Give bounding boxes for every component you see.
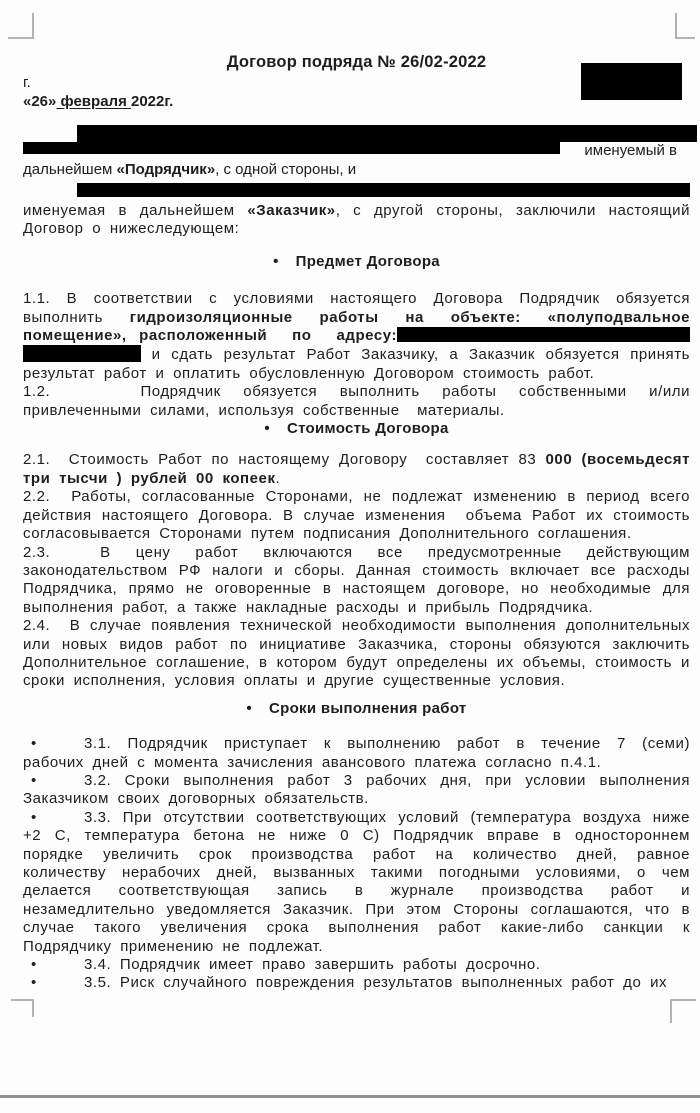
customer-pre-text: именуемая в дальнейшем <box>23 202 248 220</box>
clause-2-1-tail: . <box>275 469 281 487</box>
section-cost-heading <box>23 420 690 438</box>
customer-post-text: , с другой стороны, заключили настоящий Договор о нижеследующем: <box>23 202 690 238</box>
contractor-suffix-text: именуемый в <box>584 142 677 160</box>
list-item-3-4 <box>23 956 690 974</box>
clause-2-1-lead: 2.1. Стоимость Работ по настоящему Договору составляет 83 <box>23 451 546 469</box>
clause-1-1-object: гидроизоляционные работы на объекте: «полуподвальное помещение», расположенный по адресу: <box>23 308 691 345</box>
city-line: г. <box>23 74 31 92</box>
clause-1-1-intro: 1.1. В соответствии с условиями настоящего Договора Подрядчик обязуется выполнить <box>23 290 690 326</box>
contractor-line-redacted <box>23 142 690 160</box>
redaction-bar-customer-name <box>77 183 690 197</box>
section-terms-heading <box>23 700 690 718</box>
section-subject <box>23 253 690 420</box>
list-bullet: • <box>31 735 37 753</box>
document-title: Договор подряда № 26/02-2022 <box>226 53 487 71</box>
section-subject-heading-text: Предмет Договора <box>295 252 440 270</box>
date-year: 2022г. <box>131 92 174 110</box>
contractor-post-text: , с одной стороны, и <box>215 160 357 178</box>
contractor-pre-text: дальнейшем <box>23 160 117 178</box>
list-item-3-3 <box>23 809 690 956</box>
redaction-bar-contractor-name-1 <box>77 125 697 142</box>
section-terms-heading-text: Сроки выполнения работ <box>268 699 467 717</box>
section-cost-heading-text: Стоимость Договора <box>286 420 449 438</box>
clause-2-4: 2.4. В случае появления технической необходимости выполнения дополнительных или новых видов работ по инициативе Заказчика, стороны обязуются заключить Дополнительное соглашение, в котором будут определены их объемы, стоимость и сроки исполнения, условия оплаты и другие существенные условия. <box>23 617 690 690</box>
clause-2-3: 2.3. В цену работ включаются все предусмотренные действующим законодательством РФ налоги и сборы. Данная стоимость включает все расходы Подрядчика, прямо не оговоренные в настоящем договоре, но необходимые для выполнения работ, а также накладные расходы и прибыль Подрядчика. <box>23 543 690 616</box>
list-item-3-3-text: 3.3. При отсутствии соответствующих условий (температура воздуха ниже +2 С, температура бетона не ниже 0 С) Подрядчик вправе в одностороннем порядке увеличить срок производства работ на количество дней, равное количеству нерабочих дней, вызванных такими погодными условиями, о чем делается соответствующая запись в журнале производства работ и незамедлительно уведомляется Заказчик. При этом Стороны соглашаются, что в случае такого увеличения срока выполнения работ какие-либо санкции к Подрядчику применению не подлежат. <box>23 808 690 955</box>
heading-bullet: • <box>264 420 270 438</box>
clause-1-1-tail: и сдать результат Работ Заказчику, а Заказчик обязуется принять результат работ и оплатить обусловленную Договором стоимость работ. <box>23 346 690 382</box>
heading-bullet: • <box>246 699 252 717</box>
clause-1-2: 1.2. Подрядчик обязуется выполнить работы собственными и/или привлеченными силами, используя собственные материалы. <box>23 383 690 419</box>
list-item-3-5-text: 3.5. Риск случайного повреждения результатов выполненных работ до их <box>84 974 668 992</box>
list-bullet: • <box>31 771 37 789</box>
list-item-3-2-text: 3.2. Сроки выполнения работ 3 рабочих дня, при условии выполнения Заказчиком своих договорных обязательств. <box>23 771 690 808</box>
parties-block <box>23 125 690 239</box>
section-terms <box>23 700 690 993</box>
customer-name-text: «Заказчик» <box>247 202 336 220</box>
date-line <box>23 93 690 111</box>
date-month: февраля <box>56 92 131 110</box>
page-bottom-divider <box>0 1095 700 1098</box>
heading-bullet: • <box>273 252 279 270</box>
corner-mark-bottom-right <box>670 999 696 1023</box>
contractor-name-text: «Подрядчик» <box>116 160 216 178</box>
cost-clauses <box>23 451 690 690</box>
list-item-3-5 <box>23 974 690 992</box>
redaction-bar-contractor-name-2 <box>23 142 560 154</box>
contractor-line <box>23 161 690 179</box>
list-item-3-2 <box>23 772 690 809</box>
clause-2-1 <box>23 451 690 488</box>
corner-mark-bottom-left <box>11 999 34 1017</box>
list-bullet: • <box>31 808 37 826</box>
list-bullet: • <box>31 956 37 974</box>
redaction-box-address-1 <box>397 327 690 342</box>
date-day: «26» <box>23 92 57 110</box>
list-item-3-1 <box>23 735 690 772</box>
clause-2-1-amount: 000 (восемьдесят три тысчи ) рублей 00 копеек <box>23 451 690 487</box>
terms-list <box>23 735 690 993</box>
clause-2-2: 2.2. Работы, согласованные Сторонами, не подлежат изменению в период всего действия настоящего Договора. В случае изменения объема Работ их стоимость согласовывается Сторонами путем подписания Дополнительного соглашения. <box>23 488 690 543</box>
section-subject-heading <box>23 253 690 271</box>
customer-line <box>23 202 690 239</box>
clause-1-1 <box>23 290 690 383</box>
document-body <box>23 0 690 993</box>
section-cost <box>23 420 690 691</box>
list-item-3-4-text: 3.4. Подрядчик имеет право завершить работы досрочно. <box>84 956 541 974</box>
list-item-3-1-text: 3.1. Подрядчик приступает к выполнению работ в течение 7 (семи) рабочих дней с момента зачисления авансового платежа согласно п.4.1. <box>23 735 690 771</box>
redaction-box-address-2 <box>23 345 141 362</box>
list-bullet: • <box>31 974 37 992</box>
